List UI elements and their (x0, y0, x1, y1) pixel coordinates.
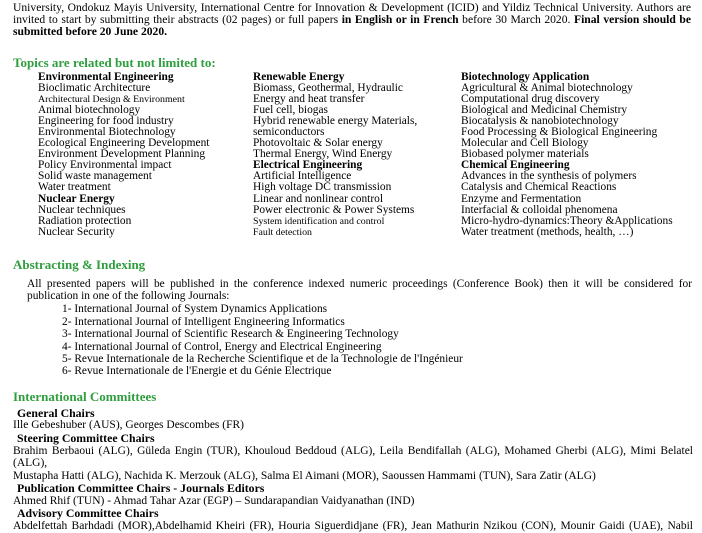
intro-bold-language: in English or in French (341, 13, 459, 26)
topic-item: Agricultural & Animal biotechnology (461, 82, 633, 95)
topic-item: Nuclear Security (38, 225, 115, 238)
topic-item: Computational drug discovery (461, 93, 600, 106)
committees-heading: International Committees (13, 388, 157, 404)
committee-role: Publication Committee Chairs - Journals Editors (17, 481, 265, 496)
committee-names: Brahim Berbaoui (ALG), Güleda Engin (TUR), Khouloud Beddoud (ALG), Leila Bendifallah (ALG), Mohamed Gherbi (ALG), Mimi Belatel (ALG), (13, 444, 693, 470)
topics-heading: Topics are related but not limited to: (13, 55, 216, 70)
topic-item: Hybrid renewable energy Materials, (253, 115, 418, 128)
topic-item: Biocatalysis & nanobiotechnology (461, 115, 619, 128)
topic-item: Biological and Medicinal Chemistry (461, 104, 628, 117)
committee-role: General Chairs (17, 405, 95, 420)
topic-item: Fault detection (253, 226, 312, 238)
topic-item: Engineering for food industry (38, 115, 174, 128)
topic-item: Architectural Design & Environment (38, 94, 185, 106)
topic-item: Solid waste management (38, 170, 152, 183)
topic-item: Thermal Energy, Wind Energy (253, 148, 393, 161)
committees-list (0, 407, 702, 533)
topic-item: High voltage DC transmission (253, 181, 392, 194)
topics-column-environmental (38, 72, 253, 238)
topic-item: Biomass, Geothermal, Hydraulic (253, 82, 403, 95)
topic-item: Biobased polymer materials (461, 148, 589, 161)
topic-item: Micro-hydro-dynamics:Theory &Applications (461, 214, 673, 227)
topic-item: Biotechnology Application (461, 71, 590, 83)
intro-bold-deadline: Final version should be submitted before 20 June 2020. (13, 13, 691, 38)
topic-item: Power electronic & Power Systems (253, 203, 415, 216)
topic-item: Chemical Engineering (461, 159, 570, 172)
intro-paragraph (0, 0, 702, 38)
journal-item: 2- International Journal of Intelligent Engineering Informatics (62, 315, 345, 328)
topic-item: Nuclear techniques (38, 203, 126, 216)
committee-names: Mustapha Hatti (ALG), Nachida K. Merzouk (ALG), Salma El Aimani (MOR), Saoussen Hammami (TUN), Sara Zatir (ALG) (13, 469, 596, 482)
journal-item: 1- International Journal of System Dynamics Applications (62, 303, 328, 316)
topics-columns (0, 72, 702, 238)
topic-item: Water treatment (38, 181, 111, 194)
topic-item: Linear and nonlinear control (253, 192, 383, 205)
committee-names: Ille Gebeshuber (AUS), Georges Descombes (FR) (13, 419, 245, 432)
topics-column-biotech-chemical (461, 72, 702, 238)
topic-item: Animal biotechnology (38, 104, 141, 117)
topic-item: Photovoltaic & Solar energy (253, 137, 383, 150)
topic-item: Enzyme and Fermentation (461, 192, 582, 205)
abstracting-heading: Abstracting & Indexing (13, 256, 146, 272)
topic-item: System identification and control (253, 215, 385, 227)
topic-item: Energy and heat transfer (253, 93, 365, 106)
topic-item: Radiation protection (38, 214, 132, 227)
topic-item: Interfacial & colloidal phenomena (461, 203, 618, 216)
topic-item: Bioclimatic Architecture (38, 82, 151, 95)
journal-item: 3- International Journal of Scientific Research & Engineering Technology (62, 328, 399, 341)
journal-item: 6- Revue Internationale de l'Energie et du Génie Electrique (62, 365, 332, 378)
abstracting-paragraph: All presented papers will be published in the conference indexed numeric proceedings (Conference Book) then it will be considered for publication in one of the following Journals: (27, 277, 692, 302)
topic-item: Renewable Energy (253, 71, 345, 83)
topic-item: Nuclear Energy (38, 192, 115, 205)
journal-item: 5- Revue Internationale de la Recherche Scientifique et de la Technologie de l'Ingénieur (62, 352, 463, 365)
topic-item: Molecular and Cell Biology (461, 137, 589, 150)
committee-role: Advisory Committee Chairs (17, 506, 159, 521)
topic-item: Policy Environmental impact (38, 159, 172, 172)
topic-item: Environment Development Planning (38, 148, 206, 161)
topics-column-renewable-electrical (253, 72, 461, 238)
topic-item: Environmental Engineering (38, 71, 174, 83)
committee-names: Ahmed Rhif (TUN) - Ahmad Tahar Azar (EGP) – Sundarapandian Vaidyanathan (IND) (13, 494, 415, 507)
topic-item: Environmental Biotechnology (38, 126, 176, 139)
topic-item: Electrical Engineering (253, 159, 363, 172)
topic-item: Catalysis and Chemical Reactions (461, 181, 617, 194)
topic-item: semiconductors (253, 126, 325, 139)
intro-text-1: University, Ondokuz Mayis University, International Centre for Innovation & Development (ICID) and Yildiz Technical University. Authors are invited to start by submitting their abstracts (02 pages) or full papers (13, 1, 691, 26)
topic-item: Food Processing & Biological Engineering (461, 126, 658, 139)
committee-names: Abdelfettah Barhdadi (MOR),Abdelhamid Kheiri (FR), Houria Siguerdidjane (FR), Jean Mathurin Nzikou (CON), Mounir Gaidi (UAE), Nabil (13, 520, 693, 533)
topic-item: Ecological Engineering Development (38, 137, 210, 150)
topic-item: Artificial Intelligence (253, 170, 352, 183)
intro-text-2: before 30 March 2020. (458, 13, 574, 26)
topic-item: Advances in the synthesis of polymers (461, 170, 637, 183)
journal-list (0, 303, 702, 377)
topic-item: Fuel cell, biogas (253, 104, 328, 117)
journal-item: 4- International Journal of Control, Energy and Electrical Engineering (62, 340, 382, 353)
committee-role: Steering Committee Chairs (17, 430, 155, 445)
topic-item: Water treatment (methods, health, …) (461, 225, 634, 238)
